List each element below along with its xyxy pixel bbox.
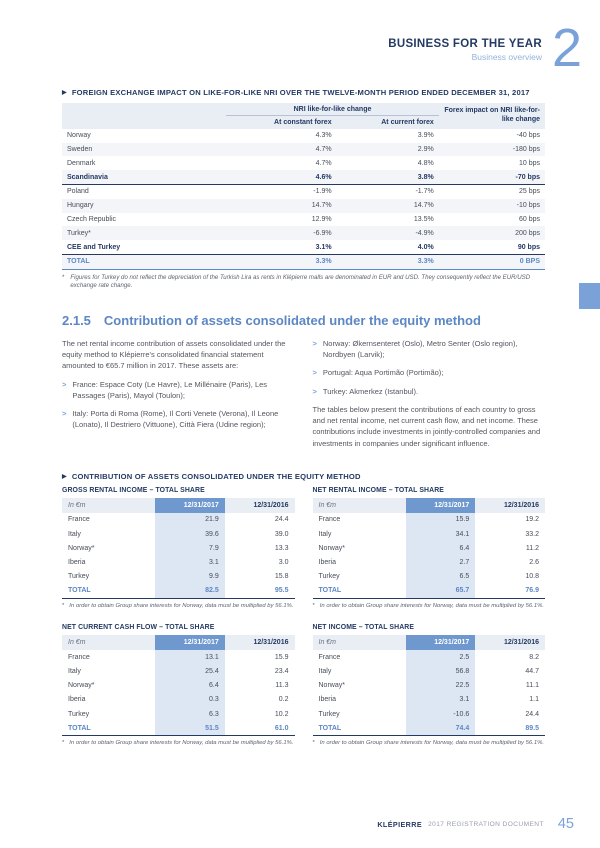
header-text <box>388 26 542 62</box>
value-2017: 6.4 <box>155 679 225 693</box>
total-label: TOTAL <box>62 721 155 736</box>
chevron-bullet-icon: > <box>312 368 317 378</box>
forex-table-head <box>62 103 545 129</box>
footer-brand: KLÉPIERRE <box>377 819 423 829</box>
contribution-section-heading <box>62 472 545 481</box>
row-label: France <box>68 653 90 661</box>
header-title: BUSINESS FOR THE YEAR <box>388 38 542 50</box>
footnote-text: In order to obtain Group share interests for Norway, data must be multiplied by 56.1%. <box>319 740 544 747</box>
table-row <box>62 664 295 678</box>
value-current-forex: -1.7% <box>415 188 434 196</box>
outro-paragraph: The tables below present the contributions of each country to gross and net rental income, net current cash flow, and net income. These contributions include investments in jointly-controlled companies and investments in companies under significant influence. <box>312 404 541 448</box>
header-subtitle: Business overview <box>471 52 542 62</box>
row-label: Turkey <box>318 710 340 718</box>
page-footer <box>0 816 600 848</box>
data-table <box>313 635 546 736</box>
asset-bullet <box>313 367 546 378</box>
footnote-marker: * <box>62 273 65 281</box>
footnote-marker: * <box>312 602 315 609</box>
forex-impact-table <box>62 103 545 270</box>
data-table <box>62 635 295 736</box>
value-2016: 33.2 <box>525 530 539 538</box>
forex-header-row-group <box>62 103 545 116</box>
value-current-forex: 2.9% <box>337 143 439 157</box>
row-label: Norway* <box>318 544 345 552</box>
value-2016: 24.4 <box>274 516 289 524</box>
row-label: Norway <box>67 132 91 140</box>
value-current-forex: 4.8% <box>417 159 434 167</box>
row-label: TOTAL <box>62 254 226 269</box>
value-constant-forex: -6.9% <box>226 226 336 240</box>
data-table <box>313 498 546 599</box>
mini-table-gross-rental-income <box>62 487 295 610</box>
table-footnote <box>62 739 295 747</box>
col-header-2016: 12/31/2016 <box>225 498 295 513</box>
table-title: NET CURRENT CASH FLOW – TOTAL SHARE <box>62 624 215 632</box>
empty-corner-cell <box>62 115 226 129</box>
table-title: GROSS RENTAL INCOME – TOTAL SHARE <box>62 486 205 494</box>
total-value-2017: 51.5 <box>155 721 225 736</box>
value-current-forex: 14.7% <box>337 199 439 213</box>
value-2016: 1.1 <box>529 696 539 704</box>
value-2017: 25.4 <box>155 664 225 678</box>
section-title-text: Contribution of assets consolidated under the equity method <box>103 312 481 328</box>
asset-list-right <box>313 338 546 397</box>
col-header-current-forex: At current forex <box>337 115 439 129</box>
value-2016: 15.9 <box>274 653 289 661</box>
contribution-tables-grid <box>62 487 545 748</box>
col-header-constant-forex: At constant forex <box>226 115 336 129</box>
forex-row <box>62 199 545 213</box>
value-2016: 19.2 <box>525 516 539 524</box>
value-2017: 34.1 <box>406 527 476 541</box>
value-forex-impact: -10 bps <box>439 199 545 213</box>
value-current-forex: 3.8% <box>337 170 439 184</box>
value-2017: 3.1 <box>406 693 476 707</box>
value-constant-forex: 3.1% <box>226 240 336 254</box>
empty-corner-cell <box>62 103 226 116</box>
forex-row <box>62 156 545 170</box>
value-constant-forex: 4.7% <box>226 143 336 157</box>
row-label: Turkey <box>68 710 90 718</box>
value-forex-impact: -180 bps <box>439 143 545 157</box>
forex-row <box>62 143 545 157</box>
value-2016: 10.2 <box>274 710 289 718</box>
table-row <box>313 541 546 555</box>
value-forex-impact: 0 BPS <box>439 254 545 269</box>
forex-row <box>62 240 545 254</box>
value-2016: 44.7 <box>525 667 539 675</box>
value-constant-forex: 14.7% <box>226 199 336 213</box>
table-row <box>313 679 546 693</box>
value-2016: 11.2 <box>525 544 539 552</box>
total-value-2016: 95.5 <box>225 584 295 599</box>
table-body <box>62 650 295 721</box>
forex-row <box>62 213 545 227</box>
table-body <box>313 513 546 584</box>
left-column <box>62 338 295 456</box>
table-title: NET RENTAL INCOME – TOTAL SHARE <box>312 486 444 494</box>
value-2017: 2.5 <box>406 650 476 664</box>
footnote-text: In order to obtain Group share interests for Norway, data must be multiplied by 56.1%. <box>69 740 294 747</box>
value-2017: 13.1 <box>155 650 225 664</box>
chevron-bullet-icon: > <box>62 409 67 419</box>
forex-table-body <box>62 129 545 269</box>
unit-label: In €m <box>313 498 406 513</box>
row-label: Czech Republic <box>67 215 117 223</box>
chevron-bullet-icon: > <box>312 386 317 396</box>
value-2017: 3.1 <box>155 555 225 569</box>
col-header-2016: 12/31/2016 <box>475 498 545 513</box>
row-label: Sweden <box>62 143 226 157</box>
value-2017: -10.6 <box>406 707 476 721</box>
value-2017: 9.9 <box>155 570 225 584</box>
table-body <box>313 650 546 721</box>
chevron-bullet-icon: > <box>312 338 317 348</box>
row-label: Turkey* <box>62 226 226 240</box>
total-value-2017: 82.5 <box>155 584 225 599</box>
value-2016: 8.2 <box>529 653 539 661</box>
chevron-bullet-icon: > <box>62 379 67 389</box>
mini-table-net-rental-income <box>313 487 546 610</box>
value-2017: 21.9 <box>155 513 225 527</box>
value-constant-forex: 4.6% <box>226 170 336 184</box>
col-header-2017: 12/31/2017 <box>155 498 225 513</box>
value-2016: 13.3 <box>274 544 289 552</box>
value-forex-impact: 60 bps <box>518 215 540 223</box>
row-label: Italy <box>68 667 81 675</box>
table-row <box>313 513 546 527</box>
value-forex-impact: -70 bps <box>439 170 545 184</box>
forex-row <box>62 170 545 184</box>
page-content <box>62 72 545 748</box>
footnote-text: Figures for Turkey do not reflect the depreciation of the Turkish Lira as rents in Klépierre malls are denominated in EUR and USD. They consequently reflect the EUR/USD exchange rate change. <box>70 273 531 290</box>
row-label: Scandinavia <box>62 170 226 184</box>
value-constant-forex: 3.3% <box>226 254 336 269</box>
table-footnote <box>62 602 295 610</box>
bullet-text: Italy: Porta di Roma (Rome), Il Corti Venete (Verona), Il Leone (Lonato), Il Destriero (Vittuone), Città Fiera (Udine region); <box>72 409 279 430</box>
data-table <box>62 498 295 599</box>
row-label: Italy <box>318 530 332 538</box>
table-row <box>62 527 295 541</box>
value-2017: 2.7 <box>406 555 476 569</box>
table-row <box>313 650 546 664</box>
row-label: Norway* <box>68 544 95 552</box>
asset-list-left <box>62 379 295 431</box>
total-value-2016: 76.9 <box>475 584 545 599</box>
col-header-2016: 12/31/2016 <box>475 635 545 650</box>
forex-row <box>62 226 545 240</box>
total-row <box>62 584 295 599</box>
table-row <box>313 693 546 707</box>
asset-bullet <box>62 379 295 402</box>
footnote-marker: * <box>62 740 65 747</box>
total-label: TOTAL <box>313 584 406 599</box>
value-2016: 24.4 <box>525 710 539 718</box>
col-header-2016: 12/31/2016 <box>225 635 295 650</box>
col-header-2017: 12/31/2017 <box>155 635 225 650</box>
total-row <box>313 721 546 736</box>
bullet-text: Norway: Økernsenteret (Oslo), Metro Senter (Oslo region), Nordbyen (Larvik); <box>322 338 518 360</box>
table-row <box>62 650 295 664</box>
chapter-number: 2 <box>551 18 582 78</box>
row-label: France <box>68 516 90 524</box>
triangle-bullet-icon: ▶ <box>62 89 67 96</box>
bullet-text: France: Espace Coty (Le Havre), Le Millénaire (Paris), Les Passages (Paris), Mayol (Toulon); <box>72 379 268 400</box>
value-current-forex: 3.9% <box>417 132 434 140</box>
value-constant-forex: -1.9% <box>313 188 332 196</box>
value-forex-impact: 90 bps <box>439 240 545 254</box>
value-2016: 11.3 <box>275 682 289 690</box>
row-label: CEE and Turkey <box>62 240 226 254</box>
col-header-forex-impact: Forex impact on NRI like-for-like change <box>439 103 545 129</box>
contribution-heading-text: CONTRIBUTION OF ASSETS CONSOLIDATED UNDER THE EQUITY METHOD <box>71 471 361 481</box>
col-header-2017: 12/31/2017 <box>406 498 476 513</box>
row-label: France <box>318 516 341 524</box>
forex-row <box>62 254 545 269</box>
group-header: NRI like-for-like change <box>226 103 439 116</box>
table-row <box>62 513 295 527</box>
row-label: Iberia <box>68 558 86 566</box>
value-2016: 10.8 <box>525 573 539 581</box>
forex-footnote <box>62 274 545 291</box>
unit-label: In €m <box>62 635 155 650</box>
asset-bullet <box>313 386 546 397</box>
unit-label: In €m <box>62 498 155 513</box>
unit-label: In €m <box>313 635 406 650</box>
value-2017: 7.9 <box>155 541 225 555</box>
col-header-2017: 12/31/2017 <box>406 635 476 650</box>
asset-bullet <box>313 338 546 361</box>
forex-heading-text: FOREIGN EXCHANGE IMPACT ON LIKE-FOR-LIKE NRI OVER THE TWELVE-MONTH PERIOD ENDED DECEMBER 31, 2017 <box>71 87 530 97</box>
mini-table-net-income <box>313 624 546 747</box>
table-row <box>313 664 546 678</box>
table-row <box>62 541 295 555</box>
table-header-row <box>62 635 295 650</box>
value-constant-forex: 4.7% <box>315 159 332 167</box>
total-label: TOTAL <box>313 721 406 736</box>
value-2016: 3.0 <box>278 558 289 566</box>
total-row <box>62 721 295 736</box>
row-label: Iberia <box>318 558 337 566</box>
total-row <box>313 584 546 599</box>
table-row <box>313 707 546 721</box>
table-row <box>62 693 295 707</box>
value-2016: 15.8 <box>274 573 289 581</box>
row-label: France <box>318 653 341 661</box>
value-current-forex: 13.5% <box>413 215 434 223</box>
intro-paragraph: The net rental income contribution of assets consolidated under the equity method to Klépierre's consolidated financial statement amounted to €65.7 million in 2017. These assets are: <box>62 338 286 371</box>
row-label: Turkey <box>318 573 340 581</box>
table-row <box>313 555 546 569</box>
row-label: Turkey <box>68 573 90 581</box>
value-current-forex: -4.9% <box>337 226 439 240</box>
value-2017: 56.8 <box>406 664 476 678</box>
mini-table-net-current-cash-flow <box>62 624 295 747</box>
row-label: Norway* <box>318 682 345 690</box>
total-value-2017: 74.4 <box>406 721 476 736</box>
asset-bullet <box>62 408 295 431</box>
total-value-2017: 65.7 <box>406 584 476 599</box>
value-2016: 2.6 <box>529 558 539 566</box>
row-label: Norway* <box>68 682 95 690</box>
section-tab-marker <box>579 283 600 309</box>
triangle-bullet-icon: ▶ <box>62 473 67 480</box>
footnote-marker: * <box>312 740 315 747</box>
value-forex-impact: 200 bps <box>439 226 545 240</box>
value-2017: 6.3 <box>155 707 225 721</box>
value-current-forex: 4.0% <box>337 240 439 254</box>
forex-row <box>62 185 545 199</box>
row-label: Iberia <box>68 696 86 704</box>
bullet-text: Turkey: Akmerkez (Istanbul). <box>322 386 419 396</box>
value-2017: 39.6 <box>155 527 225 541</box>
total-value-2016: 61.0 <box>225 721 295 736</box>
value-2017: 6.5 <box>406 570 476 584</box>
table-header-row <box>313 498 546 513</box>
table-row <box>62 570 295 584</box>
value-forex-impact: 10 bps <box>518 159 540 167</box>
value-2016: 23.4 <box>274 667 289 675</box>
table-title: NET INCOME – TOTAL SHARE <box>312 624 415 632</box>
value-constant-forex: 12.9% <box>311 215 332 223</box>
value-2017: 0.3 <box>155 693 225 707</box>
value-2016: 11.1 <box>525 682 539 690</box>
value-constant-forex: 4.3% <box>315 132 332 140</box>
row-label: Poland <box>67 188 89 196</box>
footer-doc-label: 2017 REGISTRATION DOCUMENT <box>428 820 544 828</box>
bullet-text: Portugal: Aqua Portimão (Portimão); <box>322 368 444 378</box>
table-header-row <box>62 498 295 513</box>
section-body <box>62 338 545 456</box>
row-label: Denmark <box>67 159 96 167</box>
total-label: TOTAL <box>62 584 155 599</box>
table-row <box>62 707 295 721</box>
footnote-text: In order to obtain Group share interests for Norway, data must be multiplied by 56.1%. <box>319 602 544 609</box>
page-header <box>0 0 600 78</box>
value-current-forex: 3.3% <box>337 254 439 269</box>
value-forex-impact: 25 bps <box>518 188 540 196</box>
total-value-2016: 89.5 <box>475 721 545 736</box>
table-header-row <box>313 635 546 650</box>
section-number: 2.1.5 <box>62 312 91 328</box>
forex-section-heading <box>62 88 545 97</box>
table-body <box>62 513 295 584</box>
table-row <box>313 527 546 541</box>
table-row <box>62 555 295 569</box>
value-2017: 6.4 <box>406 541 476 555</box>
value-2016: 39.0 <box>274 530 289 538</box>
footnote-text: In order to obtain Group share interests for Norway, data must be multiplied by 56.1%. <box>69 602 294 609</box>
footnote-marker: * <box>62 602 65 609</box>
value-forex-impact: -40 bps <box>516 132 540 140</box>
table-footnote <box>313 739 546 747</box>
section-title <box>62 313 545 328</box>
table-footnote <box>313 602 546 610</box>
table-row <box>313 570 546 584</box>
table-row <box>62 679 295 693</box>
row-label: Italy <box>68 530 81 538</box>
page-number: 45 <box>557 816 574 832</box>
value-2017: 22.5 <box>406 679 476 693</box>
row-label: Iberia <box>318 696 337 704</box>
right-column <box>313 338 546 456</box>
forex-row <box>62 129 545 143</box>
value-2017: 15.9 <box>406 513 476 527</box>
row-label: Hungary <box>62 199 226 213</box>
row-label: Italy <box>318 667 332 675</box>
value-2016: 0.2 <box>278 696 289 704</box>
